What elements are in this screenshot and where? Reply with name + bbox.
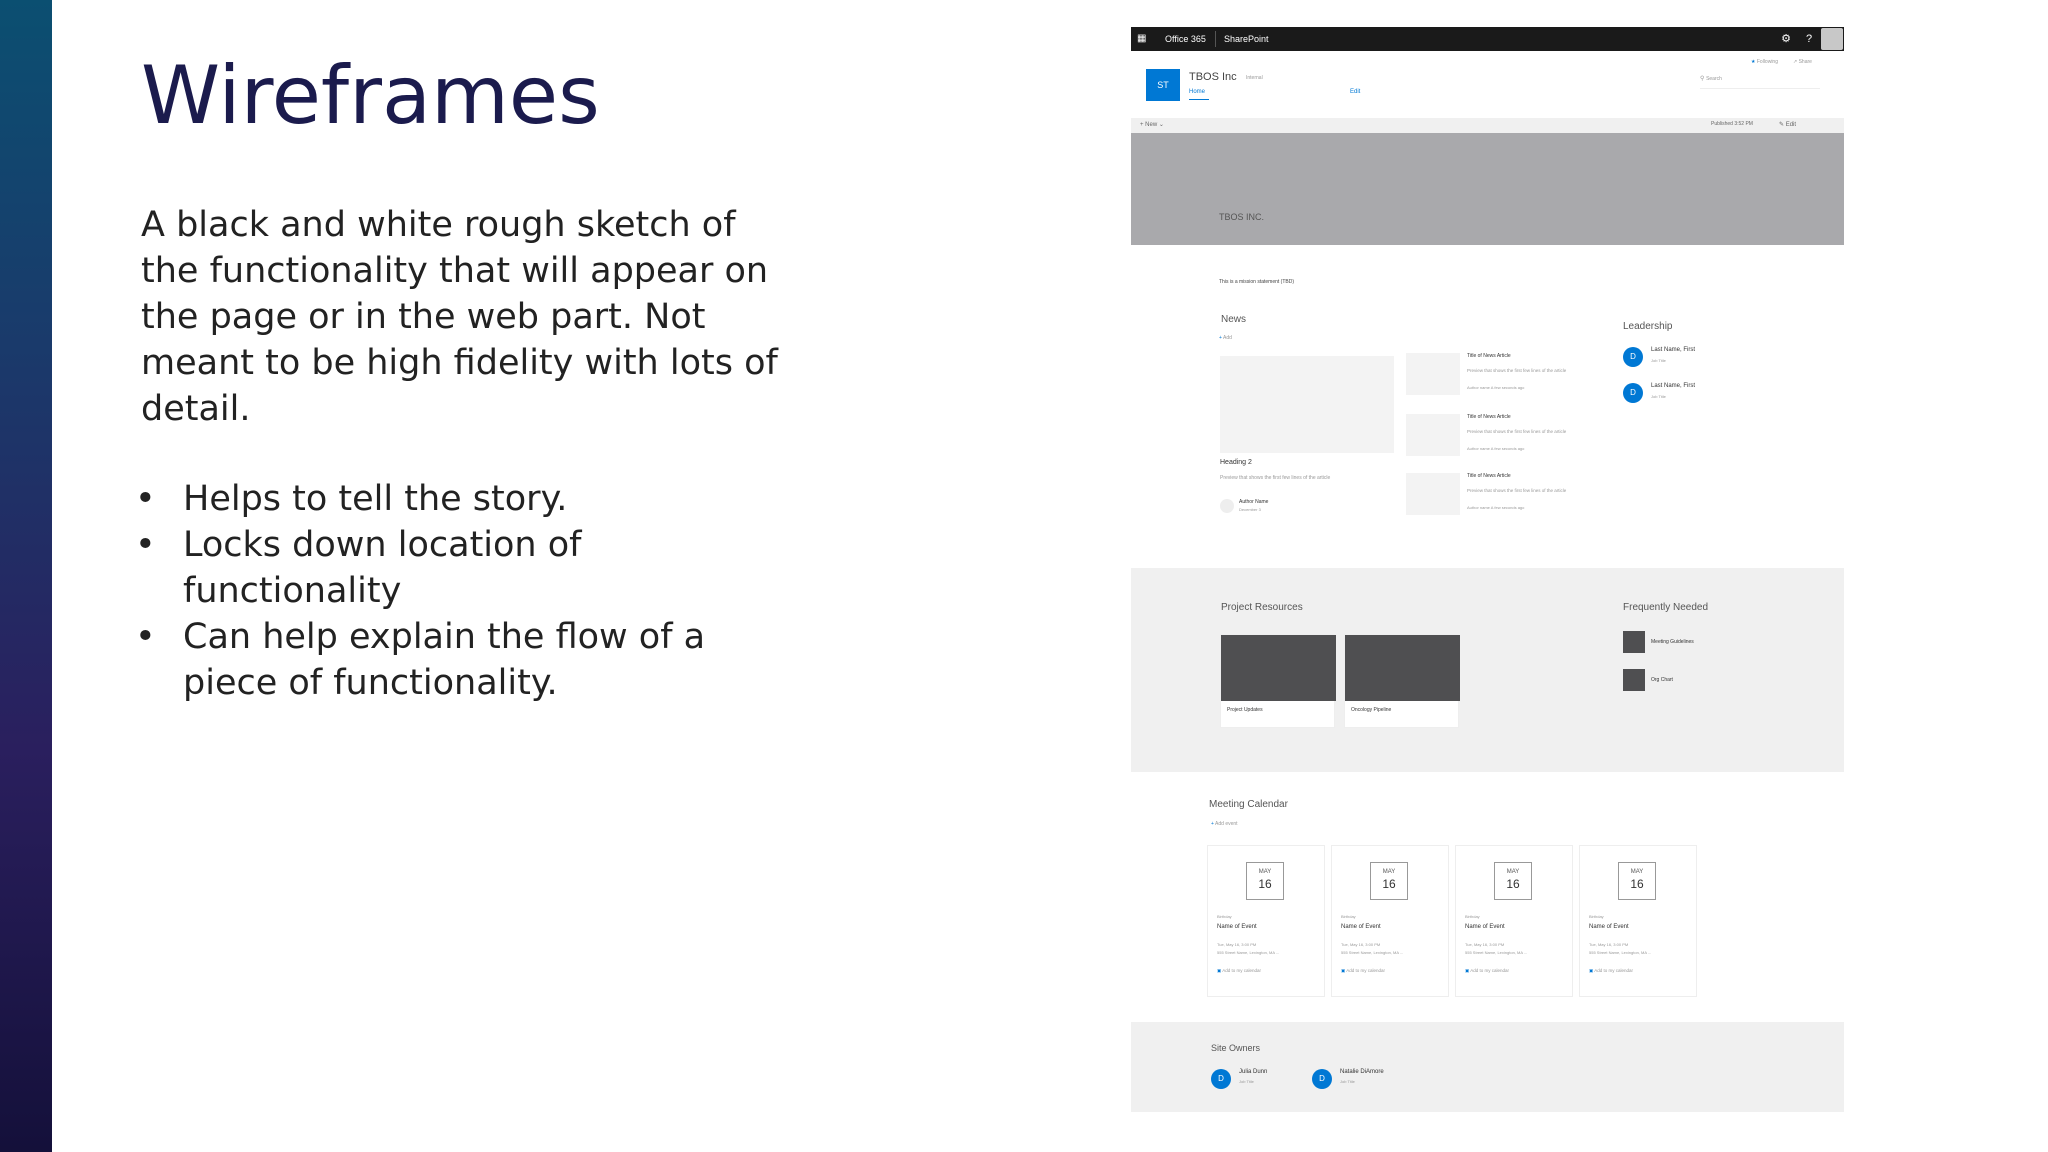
news-article-title: Title of News Article bbox=[1467, 414, 1511, 420]
news-add-button[interactable] bbox=[1219, 335, 1232, 341]
slide-title: Wireframes bbox=[141, 49, 600, 142]
news-article[interactable] bbox=[1406, 353, 1581, 413]
event-card[interactable] bbox=[1579, 845, 1697, 997]
divider bbox=[1215, 31, 1216, 47]
event-month: MAY bbox=[1258, 869, 1272, 875]
project-resources-heading: Project Resources bbox=[1221, 602, 1303, 613]
add-event-button[interactable] bbox=[1211, 821, 1238, 827]
share-label: Share bbox=[1798, 59, 1812, 65]
event-category: Birthday bbox=[1217, 914, 1232, 919]
news-thumb bbox=[1406, 414, 1460, 456]
owner-name[interactable]: Natalie DiAmore bbox=[1340, 1069, 1384, 1075]
event-time: Tue, May 16, 3:00 PM bbox=[1465, 942, 1505, 947]
news-main-heading[interactable]: Heading 2 bbox=[1220, 459, 1252, 466]
resource-thumb bbox=[1221, 635, 1336, 701]
news-article-meta: Author name A few seconds ago bbox=[1467, 505, 1525, 510]
user-icon[interactable] bbox=[1821, 28, 1843, 50]
share-button[interactable] bbox=[1793, 59, 1812, 65]
news-article-preview: Preview that shows the first few lines of the article bbox=[1467, 368, 1567, 373]
owner-title: Job Title bbox=[1239, 1079, 1254, 1084]
new-label: New bbox=[1145, 122, 1158, 128]
owner-name[interactable]: Julia Dunn bbox=[1239, 1069, 1268, 1075]
slide-body-text: A black and white rough sketch of the functionality that will appear on the page or in the web part. Not meant to be high fidelity with lots of detail. bbox=[141, 205, 778, 429]
new-button[interactable]: + New ⌄ bbox=[1140, 122, 1164, 128]
news-main-preview: Preview that shows the first few lines of the article bbox=[1220, 475, 1331, 481]
event-time: Tue, May 16, 3:00 PM bbox=[1217, 942, 1257, 947]
news-article[interactable] bbox=[1406, 414, 1581, 474]
resource-thumb bbox=[1345, 635, 1460, 701]
site-owners-heading: Site Owners bbox=[1211, 1043, 1261, 1053]
news-add-label: Add bbox=[1223, 335, 1232, 341]
plus-icon: + bbox=[1219, 335, 1224, 341]
event-date-box bbox=[1494, 862, 1532, 900]
hero-title: TBOS INC. bbox=[1219, 212, 1265, 222]
plus-icon: + bbox=[1140, 122, 1146, 128]
resource-label: Project Updates bbox=[1227, 707, 1263, 713]
waffle-icon[interactable]: ▦ bbox=[1137, 33, 1147, 44]
event-card[interactable] bbox=[1455, 845, 1573, 997]
event-category: Birthday bbox=[1589, 914, 1604, 919]
add-to-calendar-link[interactable] bbox=[1589, 968, 1633, 974]
gear-icon[interactable]: ⚙ bbox=[1781, 33, 1791, 45]
add-to-calendar-label: Add to my calendar bbox=[1470, 968, 1510, 973]
add-to-calendar-label: Add to my calendar bbox=[1222, 968, 1262, 973]
site-tag: Internal bbox=[1246, 75, 1263, 81]
mission-statement: This is a mission statement (TBD) bbox=[1219, 279, 1295, 285]
event-day: 16 bbox=[1382, 877, 1396, 891]
hero-banner bbox=[1131, 133, 1844, 245]
bullet-item: • Locks down location of functionality bbox=[141, 522, 801, 614]
event-date-box bbox=[1246, 862, 1284, 900]
site-owners-section bbox=[1131, 1022, 1844, 1112]
event-date-box bbox=[1370, 862, 1408, 900]
resource-card[interactable] bbox=[1220, 634, 1335, 728]
help-icon[interactable]: ? bbox=[1805, 33, 1813, 45]
owner-title: Job Title bbox=[1340, 1079, 1355, 1084]
event-name: Name of Event bbox=[1465, 924, 1505, 930]
quick-link[interactable]: Org Chart bbox=[1651, 677, 1673, 683]
leader-title: Job Title bbox=[1651, 394, 1666, 399]
event-name: Name of Event bbox=[1589, 924, 1629, 930]
wireframe-screenshot bbox=[1131, 27, 1844, 1117]
calendar-icon: ▣ bbox=[1589, 968, 1595, 973]
site-logo[interactable]: ST bbox=[1146, 69, 1180, 101]
plus-icon: + bbox=[1211, 821, 1216, 827]
news-article-preview: Preview that shows the first few lines of the article bbox=[1467, 488, 1567, 493]
following-button[interactable] bbox=[1751, 59, 1778, 65]
pencil-icon: ✎ bbox=[1779, 122, 1786, 128]
link-thumb[interactable] bbox=[1623, 631, 1645, 653]
add-event-label: Add event bbox=[1215, 821, 1238, 827]
suite-bar bbox=[1131, 27, 1844, 51]
event-time: Tue, May 16, 3:00 PM bbox=[1589, 942, 1629, 947]
resource-label: Oncology Pipeline bbox=[1351, 707, 1392, 713]
news-article-title: Title of News Article bbox=[1467, 353, 1511, 359]
event-day: 16 bbox=[1506, 877, 1520, 891]
event-card[interactable] bbox=[1207, 845, 1325, 997]
event-name: Name of Event bbox=[1341, 924, 1381, 930]
add-to-calendar-link[interactable] bbox=[1341, 968, 1385, 974]
event-day: 16 bbox=[1630, 877, 1644, 891]
command-bar bbox=[1131, 118, 1844, 133]
event-name: Name of Event bbox=[1217, 924, 1257, 930]
search-icon: ⚲ bbox=[1700, 76, 1707, 82]
bullet-item: • Can help explain the flow of a piece of functionality. bbox=[141, 614, 801, 706]
news-thumb bbox=[1406, 473, 1460, 515]
event-date-box bbox=[1618, 862, 1656, 900]
nav-edit-link[interactable]: Edit bbox=[1350, 89, 1361, 95]
site-name[interactable]: TBOS Inc bbox=[1189, 71, 1237, 83]
resources-section bbox=[1131, 568, 1844, 772]
resource-card[interactable] bbox=[1344, 634, 1459, 728]
event-location: 555 Street Name, Lexington, MA ... bbox=[1341, 950, 1404, 955]
event-month: MAY bbox=[1382, 869, 1396, 875]
office365-link[interactable]: Office 365 bbox=[1165, 34, 1206, 44]
add-to-calendar-link[interactable] bbox=[1217, 968, 1261, 974]
frequently-needed-heading: Frequently Needed bbox=[1623, 602, 1709, 613]
search-placeholder: Search bbox=[1706, 76, 1722, 82]
calendar-icon: ▣ bbox=[1341, 968, 1347, 973]
star-icon: ★ bbox=[1751, 59, 1757, 65]
calendar-icon: ▣ bbox=[1465, 968, 1471, 973]
sharepoint-link[interactable]: SharePoint bbox=[1224, 34, 1269, 44]
event-location: 555 Street Name, Lexington, MA ... bbox=[1465, 950, 1528, 955]
news-article-preview: Preview that shows the first few lines of the article bbox=[1467, 429, 1567, 434]
news-article-meta: Author name A few seconds ago bbox=[1467, 446, 1525, 451]
nav-home[interactable]: Home bbox=[1189, 89, 1206, 95]
calendar-heading: Meeting Calendar bbox=[1209, 799, 1288, 810]
news-main-image[interactable] bbox=[1220, 356, 1394, 453]
leader-title: Job Title bbox=[1651, 358, 1666, 363]
event-card[interactable] bbox=[1331, 845, 1449, 997]
following-label: Following bbox=[1756, 59, 1778, 65]
event-category: Birthday bbox=[1465, 914, 1480, 919]
news-main-date: December 3 bbox=[1239, 507, 1261, 512]
news-main-author: Author Name bbox=[1239, 499, 1269, 505]
event-location: 555 Street Name, Lexington, MA ... bbox=[1589, 950, 1652, 955]
news-article-title: Title of News Article bbox=[1467, 473, 1511, 479]
quick-link[interactable]: Meeting Guidelines bbox=[1651, 639, 1694, 645]
news-heading: News bbox=[1221, 314, 1247, 325]
event-day: 16 bbox=[1258, 877, 1272, 891]
leader-avatar[interactable]: D bbox=[1623, 347, 1643, 367]
leadership-heading: Leadership bbox=[1623, 321, 1673, 332]
leader-avatar[interactable]: D bbox=[1623, 383, 1643, 403]
event-time: Tue, May 16, 3:00 PM bbox=[1341, 942, 1381, 947]
add-to-calendar-label: Add to my calendar bbox=[1594, 968, 1634, 973]
news-article[interactable] bbox=[1406, 473, 1581, 533]
edit-button[interactable] bbox=[1779, 121, 1796, 128]
published-status: Published 3:52 PM bbox=[1711, 121, 1753, 127]
nav-home-underline bbox=[1189, 99, 1209, 100]
add-to-calendar-link[interactable] bbox=[1465, 968, 1509, 974]
news-article-meta: Author name A few seconds ago bbox=[1467, 385, 1525, 390]
search-box[interactable] bbox=[1700, 75, 1820, 89]
event-location: 555 Street Name, Lexington, MA ... bbox=[1217, 950, 1280, 955]
link-thumb[interactable] bbox=[1623, 669, 1645, 691]
share-icon: ↗ bbox=[1793, 59, 1799, 65]
event-month: MAY bbox=[1506, 869, 1520, 875]
leader-name[interactable]: Last Name, First bbox=[1651, 383, 1696, 389]
add-to-calendar-label: Add to my calendar bbox=[1346, 968, 1386, 973]
calendar-icon: ▣ bbox=[1217, 968, 1223, 973]
news-thumb bbox=[1406, 353, 1460, 395]
owner-avatar[interactable]: D bbox=[1312, 1069, 1332, 1089]
bullet-list bbox=[141, 476, 801, 706]
event-category: Birthday bbox=[1341, 914, 1356, 919]
bullet-item: • Helps to tell the story. bbox=[141, 476, 801, 522]
author-avatar bbox=[1220, 499, 1234, 513]
edit-label: Edit bbox=[1785, 122, 1797, 128]
slide-accent-bar bbox=[0, 0, 52, 1152]
event-month: MAY bbox=[1630, 869, 1644, 875]
leader-name[interactable]: Last Name, First bbox=[1651, 347, 1696, 353]
owner-avatar[interactable]: D bbox=[1211, 1069, 1231, 1089]
